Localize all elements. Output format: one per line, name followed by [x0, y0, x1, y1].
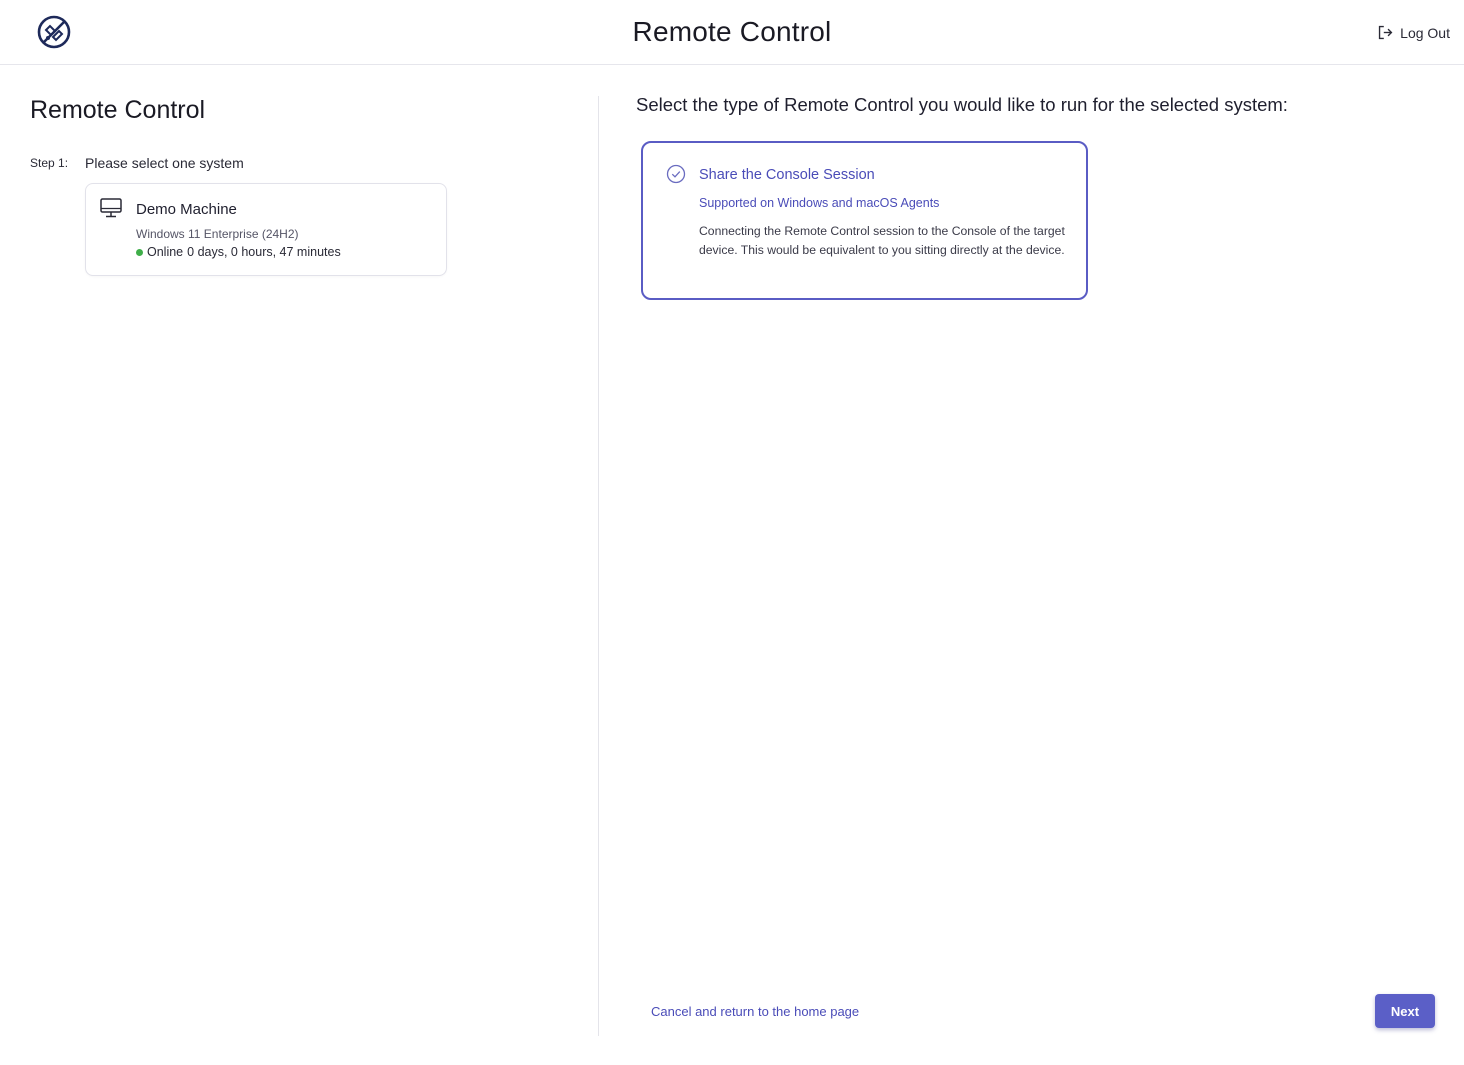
system-selection-panel: [0, 66, 598, 1036]
logout-button[interactable]: [1377, 24, 1450, 41]
logout-icon: [1377, 24, 1394, 41]
system-os: Windows 11 Enterprise (24H2): [136, 227, 299, 241]
top-bar: [0, 0, 1464, 65]
app-title: Remote Control: [632, 16, 832, 47]
panel-title: Remote Control: [30, 96, 206, 124]
status-text: Online: [147, 245, 184, 259]
system-status: [136, 245, 341, 259]
monitor-icon: [100, 198, 122, 218]
option-title: Share the Console Session: [699, 167, 875, 183]
option-description: Connecting the Remote Control session to the Console of the target device. This would be equivalent to you sitting directly at the device.: [699, 224, 1065, 257]
logout-label: Log Out: [1400, 24, 1450, 41]
system-name: Demo Machine: [136, 201, 237, 218]
step-label: Step 1:: [30, 156, 69, 170]
check-circle-icon: [666, 164, 686, 184]
type-heading: Select the type of Remote Control you would like to run for the selected system:: [636, 94, 1288, 115]
system-card-demo-machine[interactable]: [85, 183, 447, 276]
cancel-link[interactable]: Cancel and return to the home page: [651, 1004, 860, 1019]
next-button[interactable]: Next: [1375, 994, 1435, 1028]
panel-divider: [598, 96, 599, 1036]
uptime-text: 0 days, 0 hours, 47 minutes: [187, 245, 341, 259]
online-status-dot: [136, 249, 143, 256]
option-subtitle: Supported on Windows and macOS Agents: [699, 196, 940, 210]
step-text: Please select one system: [85, 155, 244, 171]
option-share-console-session[interactable]: [641, 141, 1088, 300]
remote-control-type-panel: [600, 66, 1464, 1036]
